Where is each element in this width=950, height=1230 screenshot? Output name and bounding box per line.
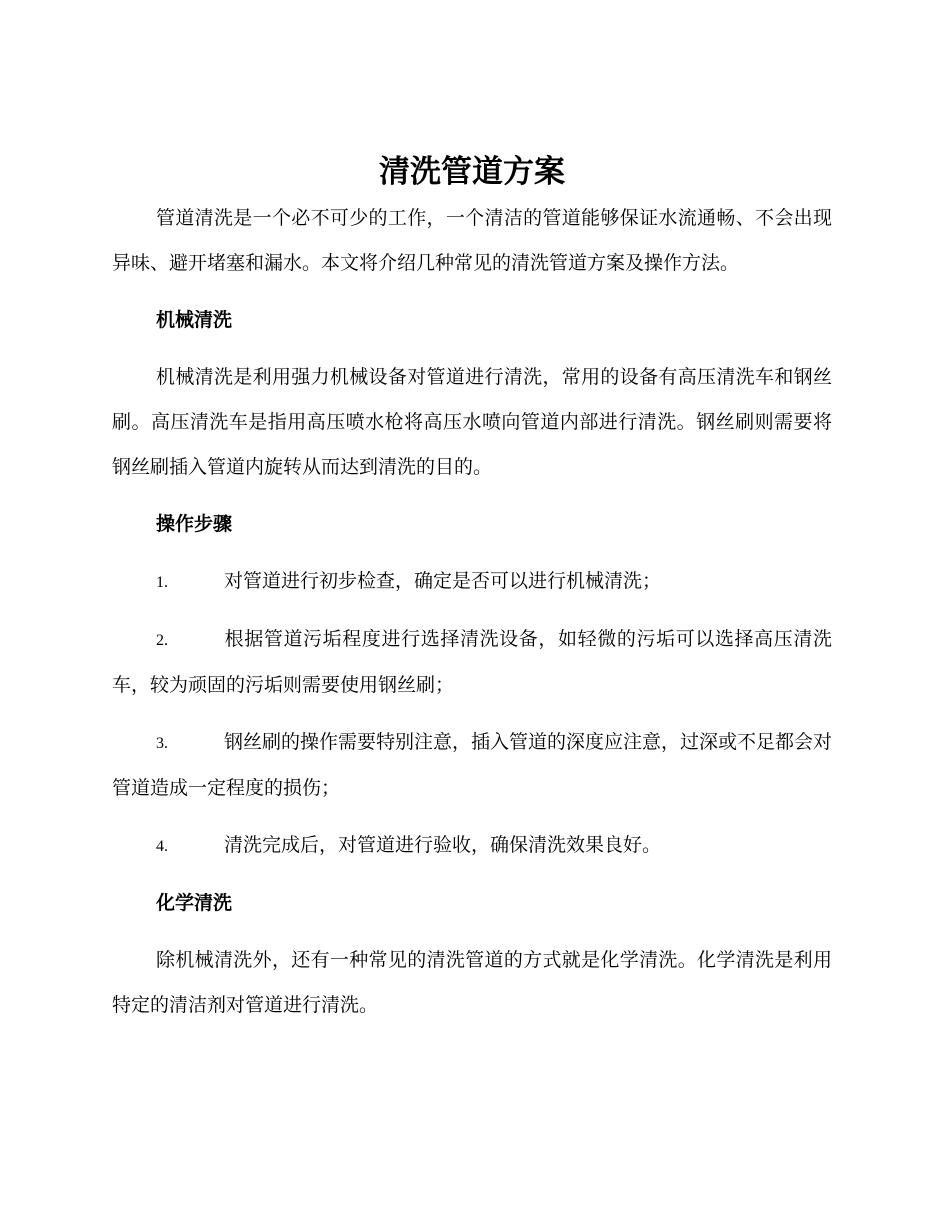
step-text: 根据管道污垢程度进行选择清洗设备，如轻微的污垢可以选择高压清洗车，较为顽固的污垢则需要使用钢丝刷； [112,628,832,696]
step-item [112,720,832,811]
step-item [112,559,832,605]
section-heading-mechanical: 机械清洗 [156,309,233,331]
document-page [112,150,832,1028]
step-number: 4. [156,838,168,855]
document-title: 清洗管道方案 [379,154,565,190]
step-number: 1. [156,574,168,591]
step-number: 3. [156,735,168,752]
step-item [112,617,832,708]
step-item [112,823,832,869]
step-text: 清洗完成后，对管道进行验收，确保清洗效果良好。 [224,834,662,856]
mechanical-paragraph: 机械清洗是利用强力机械设备对管道进行清洗，常用的设备有高压清洗车和钢丝刷。高压清洗车是指用高压喷水枪将高压水喷向管道内部进行清洗。钢丝刷则需要将钢丝刷插入管道内旋转从而达到清洗的目的。 [112,366,832,478]
intro-paragraph: 管道清洗是一个必不可少的工作，一个清洁的管道能够保证水流通畅、不会出现异味、避开堵塞和漏水。本文将介绍几种常见的清洗管道方案及操作方法。 [112,207,832,274]
step-text: 对管道进行初步检查，确定是否可以进行机械清洗； [224,570,662,592]
section-heading-chemical: 化学清洗 [156,892,233,914]
section-heading-steps: 操作步骤 [156,513,233,535]
step-text: 钢丝刷的操作需要特别注意，插入管道的深度应注意，过深或不足都会对管道造成一定程度的损伤； [112,731,833,799]
chemical-paragraph: 除机械清洗外，还有一种常见的清洗管道的方式就是化学清洗。化学清洗是利用特定的清洁剂对管道进行清洗。 [112,949,832,1016]
step-number: 2. [156,632,168,649]
